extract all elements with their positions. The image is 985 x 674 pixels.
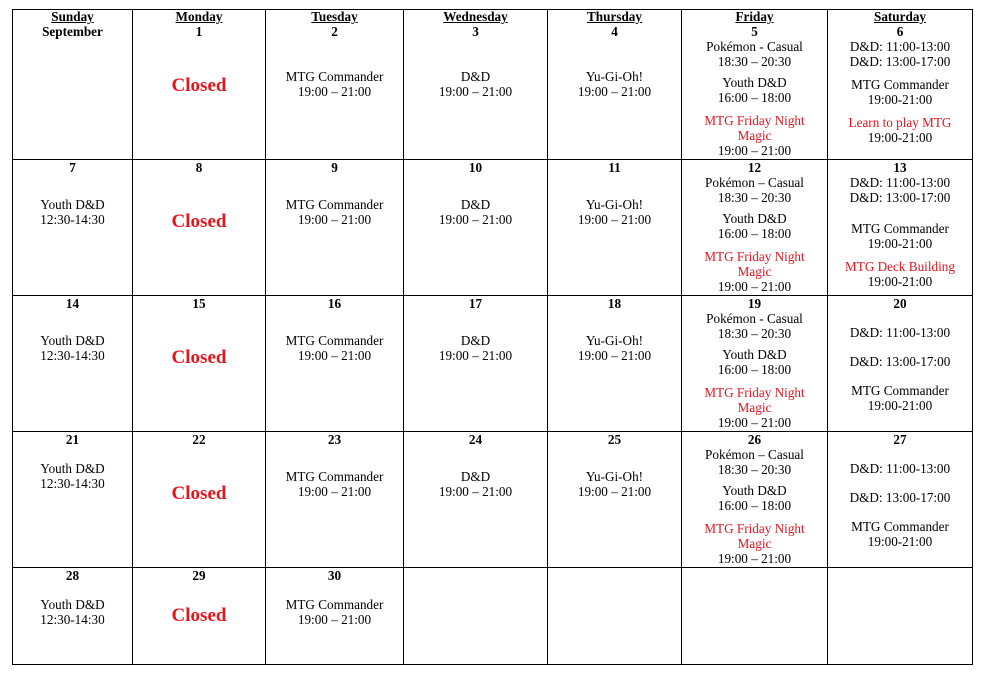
event-title: Youth D&D (40, 197, 105, 212)
event-title: D&D: 13:00-17:00 (849, 490, 951, 505)
event-time: 19:00-21:00 (867, 398, 933, 413)
month-label: September (42, 24, 103, 39)
event-title: Youth D&D (722, 75, 787, 90)
event-title: Youth D&D (722, 347, 787, 362)
day-cell-25 (548, 432, 682, 568)
event-title: Pokémon – Casual (705, 175, 804, 190)
event-time: 19:00-21:00 (867, 534, 933, 549)
date-number: 21 (65, 432, 80, 447)
event-title: Pokémon – Casual (705, 447, 804, 462)
day-cell-4 (548, 10, 682, 160)
event-title: MTG Commander (851, 519, 949, 534)
date-number: 5 (751, 24, 758, 39)
date-number: 13 (893, 160, 907, 175)
event-title: Learn to play MTG (848, 115, 952, 130)
event-title: Pokémon - Casual (706, 39, 803, 54)
event-title: Magic (737, 128, 772, 143)
day-cell-23 (266, 432, 404, 568)
event-title: Youth D&D (722, 483, 787, 498)
event-time: 19:00-21:00 (867, 130, 933, 145)
event-time: 19:00 – 21:00 (717, 551, 792, 566)
event-time: 12:30-14:30 (40, 348, 105, 363)
day-cell-sunday-header (13, 10, 133, 160)
event-time: 19:00 – 21:00 (297, 212, 372, 227)
day-cell-27 (828, 432, 973, 568)
event-title: MTG Commander (851, 383, 949, 398)
closed-label: Closed (171, 483, 227, 504)
event-time: 18:30 – 20:30 (717, 54, 792, 69)
event-title: D&D: 13:00-17:00 (849, 354, 951, 369)
event-time: 12:30-14:30 (40, 476, 105, 491)
event-title: D&D (460, 69, 491, 84)
day-cell-24 (404, 432, 548, 568)
event-title: D&D: 11:00-13:00 (849, 325, 951, 340)
event-title: Youth D&D (40, 333, 105, 348)
closed-label: Closed (171, 347, 227, 368)
event-time: 12:30-14:30 (40, 612, 105, 627)
event-title: Pokémon - Casual (706, 311, 803, 326)
event-time: 18:30 – 20:30 (717, 326, 792, 341)
day-cell-20 (828, 296, 973, 432)
event-time: 19:00-21:00 (867, 274, 933, 289)
date-number: 7 (69, 160, 76, 175)
event-title: MTG Commander (851, 77, 949, 92)
date-number: 16 (327, 296, 342, 311)
date-number: 24 (468, 432, 483, 447)
day-cell-12 (682, 160, 828, 296)
empty-cell (404, 568, 548, 665)
week-row-5 (13, 568, 973, 665)
day-cell-15 (133, 296, 266, 432)
date-number: 9 (331, 160, 338, 175)
event-title: D&D: 13:00-17:00 (849, 190, 951, 205)
day-cell-1 (133, 10, 266, 160)
event-title: D&D: 11:00-13:00 (849, 461, 951, 476)
event-time: 19:00 – 21:00 (438, 348, 513, 363)
weekday-header-saturday: Saturday (873, 9, 927, 24)
date-number: 12 (747, 160, 762, 175)
empty-cell (828, 568, 973, 665)
day-cell-6 (828, 10, 973, 160)
event-time: 19:00 – 21:00 (577, 484, 652, 499)
event-title: MTG Friday Night (704, 521, 805, 536)
event-title: MTG Commander (285, 469, 384, 484)
event-title: D&D: 11:00-13:00 (849, 175, 951, 190)
event-title: Youth D&D (722, 211, 787, 226)
event-title: MTG Friday Night (704, 113, 805, 128)
weekday-header-sunday: Sunday (51, 9, 94, 24)
date-number: 30 (327, 568, 342, 583)
event-time: 19:00 – 21:00 (297, 484, 372, 499)
event-title: D&D (460, 469, 491, 484)
event-title: D&D (460, 197, 491, 212)
event-title: MTG Friday Night (704, 385, 805, 400)
event-time: 19:00 – 21:00 (577, 348, 652, 363)
day-cell-16 (266, 296, 404, 432)
day-cell-29 (133, 568, 266, 665)
calendar-grid (12, 9, 973, 665)
event-time: 16:00 – 18:00 (717, 90, 792, 105)
event-time: 16:00 – 18:00 (717, 498, 792, 513)
date-number: 1 (195, 24, 203, 39)
day-cell-13 (828, 160, 973, 296)
date-number: 6 (896, 24, 904, 39)
date-number: 3 (472, 24, 479, 39)
event-time: 19:00 – 21:00 (438, 84, 513, 99)
weekday-header-thursday: Thursday (587, 9, 642, 24)
day-cell-2 (266, 10, 404, 160)
date-number: 22 (192, 432, 206, 447)
event-title: Magic (737, 536, 772, 551)
day-cell-5 (682, 10, 828, 160)
date-number: 26 (747, 432, 762, 447)
event-title: Magic (737, 400, 772, 415)
event-time: 19:00 – 21:00 (717, 143, 792, 158)
date-number: 8 (195, 160, 203, 175)
event-title: D&D: 11:00-13:00 (849, 39, 951, 54)
event-time: 19:00 – 21:00 (717, 415, 792, 430)
weekday-header-friday: Friday (735, 9, 774, 24)
event-title: MTG Deck Building (845, 259, 955, 274)
event-time: 18:30 – 20:30 (717, 462, 792, 477)
weekday-header-monday: Monday (175, 9, 223, 24)
date-number: 27 (893, 432, 907, 447)
event-time: 18:30 – 20:30 (717, 190, 792, 205)
event-time: 19:00 – 21:00 (577, 212, 652, 227)
event-time: 19:00 – 21:00 (438, 212, 513, 227)
week-row-2 (13, 160, 973, 296)
event-time: 12:30-14:30 (40, 212, 105, 227)
closed-label: Closed (171, 75, 227, 96)
event-title: Yu-Gi-Oh! (585, 333, 644, 348)
week-row-1 (13, 10, 973, 160)
day-cell-28 (13, 568, 133, 665)
day-cell-3 (404, 10, 548, 160)
empty-cell (682, 568, 828, 665)
day-cell-26 (682, 432, 828, 568)
weekday-header-wednesday: Wednesday (443, 9, 508, 24)
day-cell-18 (548, 296, 682, 432)
date-number: 29 (192, 568, 206, 583)
event-title: D&D: 13:00-17:00 (849, 54, 951, 69)
event-title: Youth D&D (40, 597, 105, 612)
event-title: Youth D&D (40, 461, 105, 476)
date-number: 4 (611, 24, 618, 39)
day-cell-8 (133, 160, 266, 296)
weekday-header-tuesday: Tuesday (311, 9, 358, 24)
event-title: MTG Commander (851, 221, 949, 236)
date-number: 18 (607, 296, 622, 311)
date-number: 11 (608, 160, 621, 175)
date-number: 15 (192, 296, 206, 311)
closed-label: Closed (171, 605, 227, 626)
date-number: 19 (747, 296, 762, 311)
event-time: 19:00-21:00 (867, 92, 933, 107)
event-title: Yu-Gi-Oh! (585, 69, 644, 84)
closed-label: Closed (171, 211, 227, 232)
date-number: 14 (65, 296, 80, 311)
day-cell-10 (404, 160, 548, 296)
week-row-4 (13, 432, 973, 568)
day-cell-22 (133, 432, 266, 568)
event-title: Yu-Gi-Oh! (585, 469, 644, 484)
event-time: 19:00 – 21:00 (717, 279, 792, 294)
day-cell-14 (13, 296, 133, 432)
date-number: 20 (893, 296, 907, 311)
event-title: MTG Friday Night (704, 249, 805, 264)
date-number: 17 (468, 296, 483, 311)
day-cell-30 (266, 568, 404, 665)
event-title: MTG Commander (285, 597, 384, 612)
event-time: 19:00 – 21:00 (297, 348, 372, 363)
day-cell-17 (404, 296, 548, 432)
date-number: 2 (331, 24, 338, 39)
event-title: MTG Commander (285, 69, 384, 84)
event-time: 16:00 – 18:00 (717, 362, 792, 377)
event-title: Magic (737, 264, 772, 279)
date-number: 10 (468, 160, 483, 175)
day-cell-11 (548, 160, 682, 296)
event-title: MTG Commander (285, 333, 384, 348)
event-title: MTG Commander (285, 197, 384, 212)
event-time: 19:00-21:00 (867, 236, 933, 251)
event-time: 19:00 – 21:00 (297, 84, 372, 99)
date-number: 23 (327, 432, 342, 447)
day-cell-19 (682, 296, 828, 432)
event-time: 19:00 – 21:00 (438, 484, 513, 499)
day-cell-9 (266, 160, 404, 296)
day-cell-21 (13, 432, 133, 568)
event-time: 19:00 – 21:00 (297, 612, 372, 627)
date-number: 25 (607, 432, 622, 447)
event-title: Yu-Gi-Oh! (585, 197, 644, 212)
day-cell-7 (13, 160, 133, 296)
event-time: 16:00 – 18:00 (717, 226, 792, 241)
event-title: D&D (460, 333, 491, 348)
date-number: 28 (65, 568, 80, 583)
event-time: 19:00 – 21:00 (577, 84, 652, 99)
week-row-3 (13, 296, 973, 432)
empty-cell (548, 568, 682, 665)
